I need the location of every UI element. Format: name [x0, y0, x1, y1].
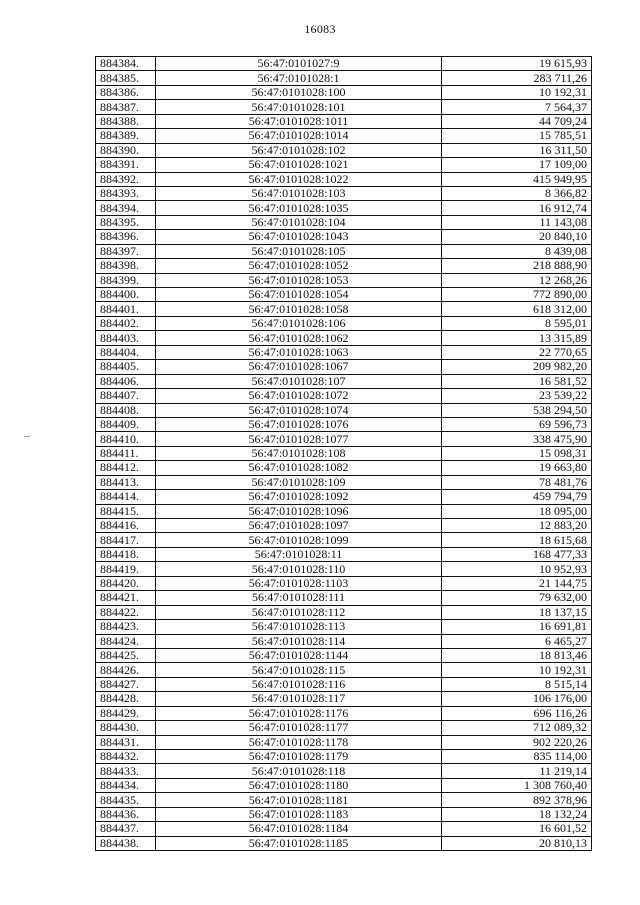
cadastral-number-cell: 56:47:0101028:103	[156, 186, 442, 200]
row-number-cell: 884394.	[96, 201, 156, 215]
row-number-cell: 884433.	[96, 764, 156, 778]
value-cell: 12 883,20	[442, 519, 592, 533]
row-number-cell: 884425.	[96, 648, 156, 662]
row-number-cell: 884420.	[96, 576, 156, 590]
cadastral-number-cell: 56:47:0101028:1021	[156, 158, 442, 172]
value-cell: 17 109,00	[442, 158, 592, 172]
cadastral-number-cell: 56:47:0101028:1183	[156, 807, 442, 821]
value-cell: 15 098,31	[442, 446, 592, 460]
value-cell: 79 632,00	[442, 591, 592, 605]
cadastral-number-cell: 56:47:0101028:111	[156, 591, 442, 605]
row-number-cell: 884389.	[96, 129, 156, 143]
value-cell: 16 912,74	[442, 201, 592, 215]
row-number-cell: 884403.	[96, 331, 156, 345]
cadastral-number-cell: 56:47:0101028:104	[156, 215, 442, 229]
value-cell: 18 137,15	[442, 605, 592, 619]
table-row	[96, 533, 592, 547]
row-number-cell: 884390.	[96, 143, 156, 157]
cadastral-number-cell: 56:47:0101028:1	[156, 71, 442, 85]
row-number-cell: 884430.	[96, 721, 156, 735]
value-cell: 618 312,00	[442, 302, 592, 316]
row-number-cell: 884384.	[96, 57, 156, 71]
cadastral-number-cell: 56:47:0101028:108	[156, 446, 442, 460]
table-row	[96, 634, 592, 648]
value-cell: 13 315,89	[442, 331, 592, 345]
table-row	[96, 663, 592, 677]
table-row	[96, 100, 592, 114]
value-cell: 11 219,14	[442, 764, 592, 778]
cadastral-number-cell: 56:47:0101028:1176	[156, 706, 442, 720]
row-number-cell: 884388.	[96, 114, 156, 128]
table-row	[96, 230, 592, 244]
row-number-cell: 884417.	[96, 533, 156, 547]
cadastral-number-cell: 56:47:0101028:1177	[156, 721, 442, 735]
cadastral-number-cell: 56:47:0101028:115	[156, 663, 442, 677]
table-row	[96, 807, 592, 821]
table-row	[96, 547, 592, 561]
table-row	[96, 316, 592, 330]
value-cell: 902 220,26	[442, 735, 592, 749]
table-row	[96, 836, 592, 850]
cadastral-number-cell: 56:47:0101028:1074	[156, 403, 442, 417]
value-cell: 19 663,80	[442, 461, 592, 475]
cadastral-number-cell: 56:47:0101028:1043	[156, 230, 442, 244]
cadastral-number-cell: 56:47:0101028:1053	[156, 273, 442, 287]
cadastral-number-cell: 56:47:0101028:11	[156, 547, 442, 561]
cadastral-number-cell: 56:47:0101028:1179	[156, 750, 442, 764]
cadastral-number-cell: 56:47:0101028:1067	[156, 360, 442, 374]
row-number-cell: 884399.	[96, 273, 156, 287]
row-number-cell: 884418.	[96, 547, 156, 561]
table-row	[96, 764, 592, 778]
table-row	[96, 244, 592, 258]
value-cell: 7 564,37	[442, 100, 592, 114]
value-cell: 18 132,24	[442, 807, 592, 821]
cadastral-number-cell: 56:47:0101028:1058	[156, 302, 442, 316]
value-cell: 16 311,50	[442, 143, 592, 157]
cadastral-number-cell: 56:47:0101028:1185	[156, 836, 442, 850]
row-number-cell: 884405.	[96, 360, 156, 374]
cadastral-number-cell: 56:47:0101028:1184	[156, 822, 442, 836]
cadastral-number-cell: 56:47:0101028:107	[156, 374, 442, 388]
row-number-cell: 884408.	[96, 403, 156, 417]
row-number-cell: 884423.	[96, 620, 156, 634]
row-number-cell: 884406.	[96, 374, 156, 388]
page-number: 16083	[304, 22, 336, 36]
table-row	[96, 273, 592, 287]
cadastral-number-cell: 56:47:0101028:1181	[156, 793, 442, 807]
cadastral-number-cell: 56:47:0101028:1099	[156, 533, 442, 547]
row-number-cell: 884395.	[96, 215, 156, 229]
value-cell: 283 711,26	[442, 71, 592, 85]
row-number-cell: 884427.	[96, 677, 156, 691]
value-cell: 106 176,00	[442, 692, 592, 706]
value-cell: 538 294,50	[442, 403, 592, 417]
table-row	[96, 692, 592, 706]
value-cell: 11 143,08	[442, 215, 592, 229]
table-row	[96, 85, 592, 99]
table-row	[96, 158, 592, 172]
table-row	[96, 446, 592, 460]
table-row	[96, 735, 592, 749]
cadastral-number-cell: 56:47:0101028:1014	[156, 129, 442, 143]
value-cell: 69 596,73	[442, 417, 592, 431]
row-number-cell: 884396.	[96, 230, 156, 244]
table-row	[96, 706, 592, 720]
cadastral-number-cell: 56:47:0101028:114	[156, 634, 442, 648]
cadastral-number-cell: 56:47:0101028:106	[156, 316, 442, 330]
row-number-cell: 884421.	[96, 591, 156, 605]
cadastral-number-cell: 56:47:0101028:1035	[156, 201, 442, 215]
value-cell: 18 095,00	[442, 504, 592, 518]
registry-table	[95, 56, 592, 851]
table-row	[96, 288, 592, 302]
table-row	[96, 519, 592, 533]
cadastral-number-cell: 56:47:0101028:1063	[156, 345, 442, 359]
row-number-cell: 884387.	[96, 100, 156, 114]
row-number-cell: 884434.	[96, 778, 156, 792]
row-number-cell: 884416.	[96, 519, 156, 533]
value-cell: 338 475,90	[442, 432, 592, 446]
table-row	[96, 259, 592, 273]
row-number-cell: 884407.	[96, 389, 156, 403]
table-row	[96, 172, 592, 186]
row-number-cell: 884437.	[96, 822, 156, 836]
cadastral-number-cell: 56:47:0101028:1097	[156, 519, 442, 533]
value-cell: 10 192,31	[442, 85, 592, 99]
cadastral-number-cell: 56:47:0101028:117	[156, 692, 442, 706]
value-cell: 16 691,81	[442, 620, 592, 634]
cadastral-number-cell: 56:47:0101028:1178	[156, 735, 442, 749]
row-number-cell: 884435.	[96, 793, 156, 807]
value-cell: 20 840,10	[442, 230, 592, 244]
cadastral-number-cell: 56:47:0101028:1052	[156, 259, 442, 273]
row-number-cell: 884432.	[96, 750, 156, 764]
row-number-cell: 884393.	[96, 186, 156, 200]
value-cell: 18 813,46	[442, 648, 592, 662]
table-row	[96, 374, 592, 388]
cadastral-number-cell: 56:47:0101028:1011	[156, 114, 442, 128]
value-cell: 696 116,26	[442, 706, 592, 720]
value-cell: 18 615,68	[442, 533, 592, 547]
value-cell: 19 615,93	[442, 57, 592, 71]
table-row	[96, 186, 592, 200]
row-number-cell: 884409.	[96, 417, 156, 431]
value-cell: 209 982,20	[442, 360, 592, 374]
row-number-cell: 884422.	[96, 605, 156, 619]
row-number-cell: 884413.	[96, 475, 156, 489]
table-row	[96, 504, 592, 518]
table-row	[96, 605, 592, 619]
cadastral-number-cell: 56:47:0101028:112	[156, 605, 442, 619]
value-cell: 772 890,00	[442, 288, 592, 302]
row-number-cell: 884410.	[96, 432, 156, 446]
value-cell: 10 952,93	[442, 562, 592, 576]
value-cell: 8 515,14	[442, 677, 592, 691]
value-cell: 8 366,82	[442, 186, 592, 200]
table-row	[96, 114, 592, 128]
table-row	[96, 475, 592, 489]
table-row	[96, 345, 592, 359]
value-cell: 8 439,08	[442, 244, 592, 258]
cadastral-number-cell: 56:47:0101028:109	[156, 475, 442, 489]
value-cell: 892 378,96	[442, 793, 592, 807]
cadastral-number-cell: 56:47:0101028:1180	[156, 778, 442, 792]
table-row	[96, 461, 592, 475]
row-number-cell: 884411.	[96, 446, 156, 460]
row-number-cell: 884414.	[96, 490, 156, 504]
value-cell: 23 539,22	[442, 389, 592, 403]
value-cell: 10 192,31	[442, 663, 592, 677]
cadastral-number-cell: 56:47:0101028:1077	[156, 432, 442, 446]
value-cell: 16 581,52	[442, 374, 592, 388]
value-cell: 1 308 760,40	[442, 778, 592, 792]
value-cell: 15 785,51	[442, 129, 592, 143]
cadastral-number-cell: 56:47:0101028:1103	[156, 576, 442, 590]
cadastral-number-cell: 56:47:0101028:1072	[156, 389, 442, 403]
table-row	[96, 57, 592, 71]
row-number-cell: 884424.	[96, 634, 156, 648]
row-number-cell: 884392.	[96, 172, 156, 186]
table-row	[96, 778, 592, 792]
table-row	[96, 201, 592, 215]
row-number-cell: 884426.	[96, 663, 156, 677]
row-number-cell: 884431.	[96, 735, 156, 749]
table-row	[96, 750, 592, 764]
value-cell: 459 794,79	[442, 490, 592, 504]
row-number-cell: 884404.	[96, 345, 156, 359]
cadastral-number-cell: 56:47:0101028:116	[156, 677, 442, 691]
table-row	[96, 721, 592, 735]
cadastral-number-cell: 56:47:0101028:118	[156, 764, 442, 778]
row-number-cell: 884428.	[96, 692, 156, 706]
cadastral-number-cell: 56:47:0101027:9	[156, 57, 442, 71]
cadastral-number-cell: 56:47:0101028:1082	[156, 461, 442, 475]
table-row	[96, 360, 592, 374]
table-row	[96, 389, 592, 403]
row-number-cell: 884397.	[96, 244, 156, 258]
row-number-cell: 884415.	[96, 504, 156, 518]
value-cell: 415 949,95	[442, 172, 592, 186]
cadastral-number-cell: 56:47:0101028:110	[156, 562, 442, 576]
row-number-cell: 884429.	[96, 706, 156, 720]
cadastral-number-cell: 56:47:0101028:105	[156, 244, 442, 258]
table-row	[96, 215, 592, 229]
table-row	[96, 432, 592, 446]
table-row	[96, 562, 592, 576]
table-row	[96, 620, 592, 634]
row-number-cell: 884386.	[96, 85, 156, 99]
table-row	[96, 71, 592, 85]
row-number-cell: 884436.	[96, 807, 156, 821]
table-row	[96, 648, 592, 662]
value-cell: 16 601,52	[442, 822, 592, 836]
table-row	[96, 591, 592, 605]
value-cell: 20 810,13	[442, 836, 592, 850]
value-cell: 12 268,26	[442, 273, 592, 287]
cadastral-number-cell: 56:47:0101028:102	[156, 143, 442, 157]
cadastral-number-cell: 56:47:0101028:1092	[156, 490, 442, 504]
row-number-cell: 884412.	[96, 461, 156, 475]
cadastral-number-cell: 56:47:0101028:1144	[156, 648, 442, 662]
value-cell: 22 770,65	[442, 345, 592, 359]
table-row	[96, 302, 592, 316]
table-row	[96, 129, 592, 143]
value-cell: 78 481,76	[442, 475, 592, 489]
table-row	[96, 490, 592, 504]
cadastral-number-cell: 56:47:0101028:1062	[156, 331, 442, 345]
table-row	[96, 576, 592, 590]
table-row	[96, 403, 592, 417]
registry-table-body	[96, 57, 592, 851]
row-number-cell: 884402.	[96, 316, 156, 330]
value-cell: 44 709,24	[442, 114, 592, 128]
margin-mark	[24, 436, 30, 437]
value-cell: 21 144,75	[442, 576, 592, 590]
row-number-cell: 884400.	[96, 288, 156, 302]
row-number-cell: 884438.	[96, 836, 156, 850]
table-row	[96, 677, 592, 691]
table-row	[96, 331, 592, 345]
row-number-cell: 884419.	[96, 562, 156, 576]
value-cell: 835 114,00	[442, 750, 592, 764]
row-number-cell: 884385.	[96, 71, 156, 85]
cadastral-number-cell: 56:47:0101028:1076	[156, 417, 442, 431]
table-row	[96, 822, 592, 836]
cadastral-number-cell: 56:47:0101028:113	[156, 620, 442, 634]
table-row	[96, 417, 592, 431]
cadastral-number-cell: 56:47:0101028:1054	[156, 288, 442, 302]
row-number-cell: 884391.	[96, 158, 156, 172]
value-cell: 6 465,27	[442, 634, 592, 648]
cadastral-number-cell: 56:47:0101028:101	[156, 100, 442, 114]
value-cell: 712 089,32	[442, 721, 592, 735]
value-cell: 218 888,90	[442, 259, 592, 273]
table-row	[96, 143, 592, 157]
table-row	[96, 793, 592, 807]
row-number-cell: 884398.	[96, 259, 156, 273]
value-cell: 168 477,33	[442, 547, 592, 561]
cadastral-number-cell: 56:47:0101028:100	[156, 85, 442, 99]
cadastral-number-cell: 56:47:0101028:1022	[156, 172, 442, 186]
cadastral-number-cell: 56:47:0101028:1096	[156, 504, 442, 518]
row-number-cell: 884401.	[96, 302, 156, 316]
value-cell: 8 595,01	[442, 316, 592, 330]
